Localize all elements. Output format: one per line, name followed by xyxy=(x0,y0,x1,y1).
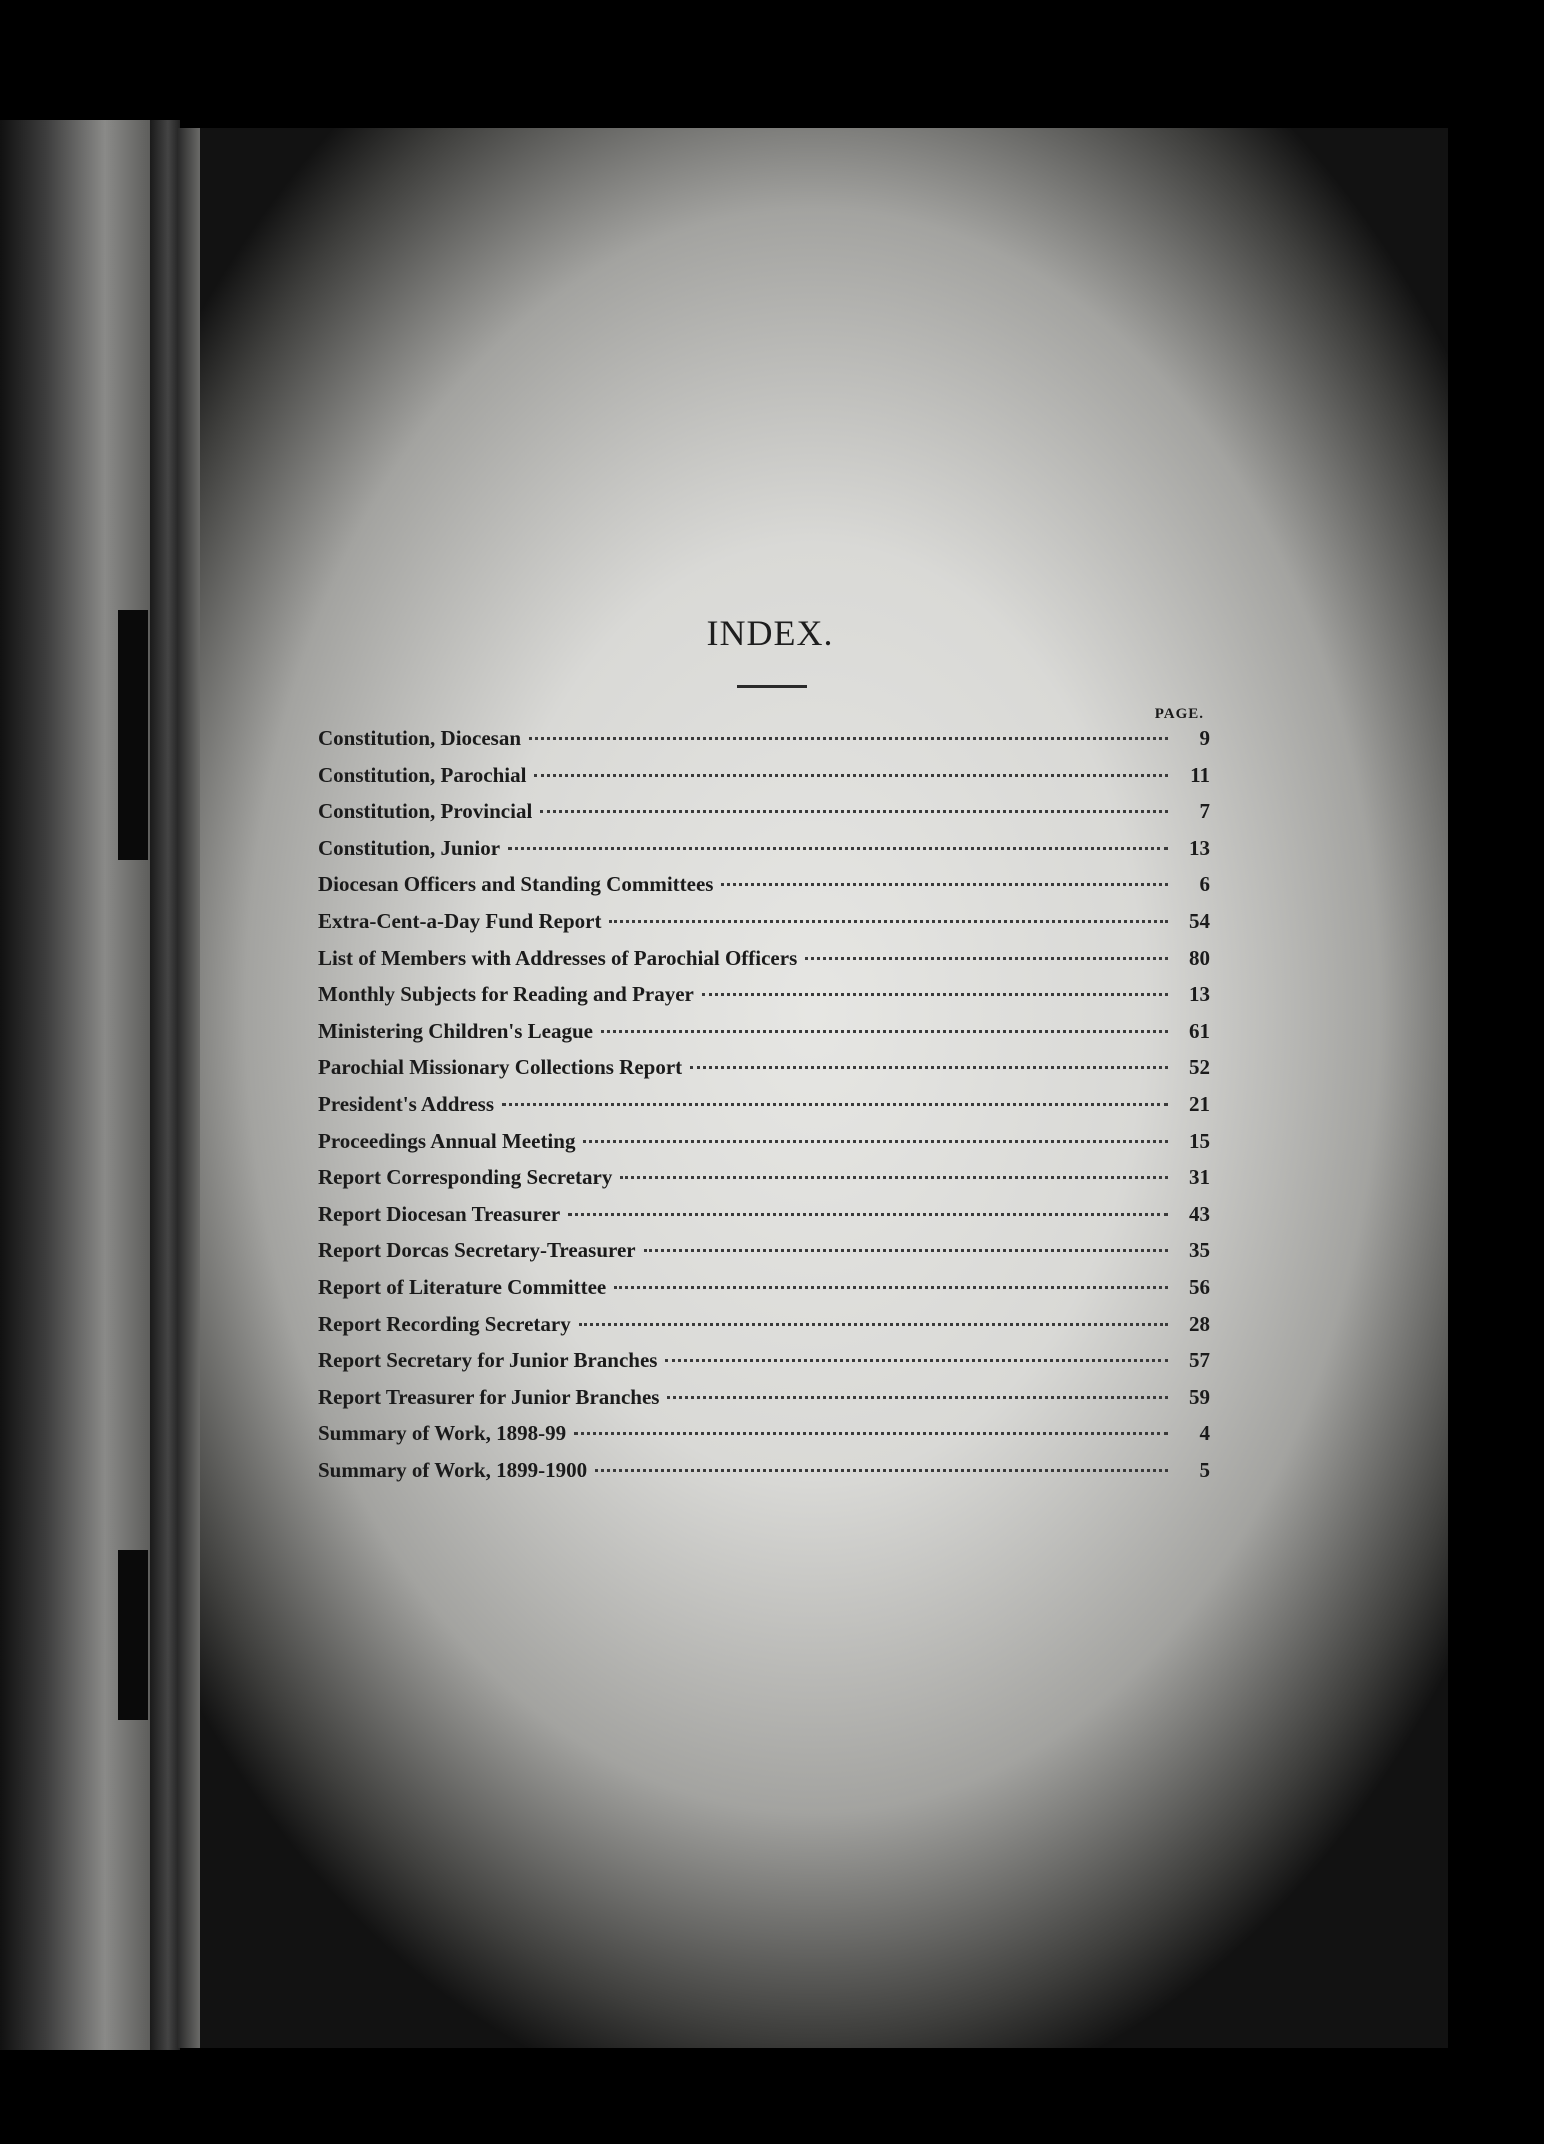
entry-page-number: 15 xyxy=(1189,1128,1210,1153)
entry-title: List of Members with Addresses of Parochial Officers xyxy=(318,945,798,970)
dot-leader xyxy=(574,1432,1168,1435)
entry-title: President's Address xyxy=(318,1091,494,1116)
dot-leader xyxy=(620,1176,1168,1179)
entry-page-number: 61 xyxy=(1189,1018,1210,1043)
dot-leader xyxy=(540,810,1168,813)
entry-page-number: 9 xyxy=(1199,726,1210,750)
dot-leader xyxy=(667,1396,1168,1399)
index-entry xyxy=(318,982,1210,1019)
entry-title: Report Corresponding Secretary xyxy=(318,1165,613,1190)
entry-title: Monthly Subjects for Reading and Prayer xyxy=(318,982,694,1007)
dot-leader xyxy=(595,1469,1168,1472)
entry-title: Diocesan Officers and Standing Committees xyxy=(318,872,714,897)
entry-page-number: 31 xyxy=(1189,1165,1210,1190)
page-spine xyxy=(178,128,200,2048)
dot-leader xyxy=(665,1359,1168,1362)
heading-rule xyxy=(737,685,807,688)
entry-page-number: 56 xyxy=(1189,1274,1210,1299)
entry-page-number: 80 xyxy=(1189,945,1210,970)
entry-title: Report Diocesan Treasurer xyxy=(318,1201,561,1226)
left-page-edge xyxy=(0,120,150,2050)
entry-title: Parochial Missionary Collections Report xyxy=(318,1055,683,1080)
entry-title: Constitution, Junior xyxy=(318,835,501,860)
dot-leader xyxy=(644,1249,1168,1252)
entry-title: Report of Literature Committee xyxy=(318,1274,607,1299)
index-entry xyxy=(318,1238,1210,1275)
entry-title: Summary of Work, 1899-1900 xyxy=(318,1457,588,1482)
entry-title: Report Recording Secretary xyxy=(318,1311,571,1336)
dot-leader xyxy=(702,993,1168,996)
entry-page-number: 5 xyxy=(1199,1457,1210,1482)
entry-title: Proceedings Annual Meeting xyxy=(318,1128,576,1153)
dot-leader xyxy=(502,1103,1168,1106)
dot-leader xyxy=(568,1213,1168,1216)
dot-leader xyxy=(508,847,1168,850)
index-entry xyxy=(318,1165,1210,1202)
entry-page-number: 11 xyxy=(1190,762,1210,787)
entry-page-number: 35 xyxy=(1189,1238,1210,1263)
entry-page-number: 59 xyxy=(1189,1384,1210,1409)
index-entry xyxy=(318,946,1210,983)
entry-title: Constitution, Diocesan xyxy=(318,726,522,750)
index-entry xyxy=(318,1348,1210,1385)
index-entry xyxy=(318,1019,1210,1056)
entry-page-number: 7 xyxy=(1199,799,1210,824)
page-fold xyxy=(150,120,180,2050)
index-entry xyxy=(318,1092,1210,1129)
dot-leader xyxy=(609,920,1168,923)
index-entry xyxy=(318,726,1210,763)
dot-leader xyxy=(805,957,1168,960)
index-entry xyxy=(318,1055,1210,1092)
index-entry xyxy=(318,1312,1210,1349)
index-list xyxy=(318,726,1210,1494)
entry-title: Report Secretary for Junior Branches xyxy=(318,1348,658,1373)
index-entry xyxy=(318,1421,1210,1458)
index-entry xyxy=(318,799,1210,836)
index-entry xyxy=(318,763,1210,800)
index-heading: INDEX. xyxy=(706,613,834,653)
entry-title: Constitution, Provincial xyxy=(318,799,533,824)
entry-title: Constitution, Parochial xyxy=(318,762,527,787)
entry-page-number: 54 xyxy=(1189,908,1210,933)
entry-page-number: 28 xyxy=(1189,1311,1210,1336)
dot-leader xyxy=(601,1030,1168,1033)
dot-leader xyxy=(690,1066,1168,1069)
entry-title: Ministering Children's League xyxy=(318,1018,593,1043)
dot-leader xyxy=(583,1140,1168,1143)
entry-page-number: 4 xyxy=(1199,1421,1210,1446)
index-entry xyxy=(318,1129,1210,1166)
entry-page-number: 52 xyxy=(1189,1055,1210,1080)
dot-leader xyxy=(534,774,1168,777)
dot-leader xyxy=(529,737,1168,740)
index-entry xyxy=(318,872,1210,909)
entry-page-number: 13 xyxy=(1189,835,1210,860)
index-entry xyxy=(318,836,1210,873)
entry-page-number: 57 xyxy=(1189,1348,1210,1373)
entry-title: Report Dorcas Secretary-Treasurer xyxy=(318,1238,636,1263)
index-entry xyxy=(318,1202,1210,1239)
index-entry xyxy=(318,1275,1210,1312)
entry-title: Report Treasurer for Junior Branches xyxy=(318,1384,660,1409)
entry-page-number: 13 xyxy=(1189,982,1210,1007)
entry-page-number: 6 xyxy=(1199,872,1210,897)
index-entry xyxy=(318,909,1210,946)
entry-page-number: 43 xyxy=(1189,1201,1210,1226)
dot-leader xyxy=(614,1286,1168,1289)
dot-leader xyxy=(579,1323,1168,1326)
dot-leader xyxy=(721,883,1168,886)
binding-clip xyxy=(118,1550,148,1720)
entry-page-number: 21 xyxy=(1189,1091,1210,1116)
entry-title: Extra-Cent-a-Day Fund Report xyxy=(318,908,602,933)
index-entry xyxy=(318,1385,1210,1422)
index-entry xyxy=(318,1458,1210,1495)
entry-title: Summary of Work, 1898-99 xyxy=(318,1421,567,1446)
page-column-header: PAGE. xyxy=(1154,706,1204,722)
